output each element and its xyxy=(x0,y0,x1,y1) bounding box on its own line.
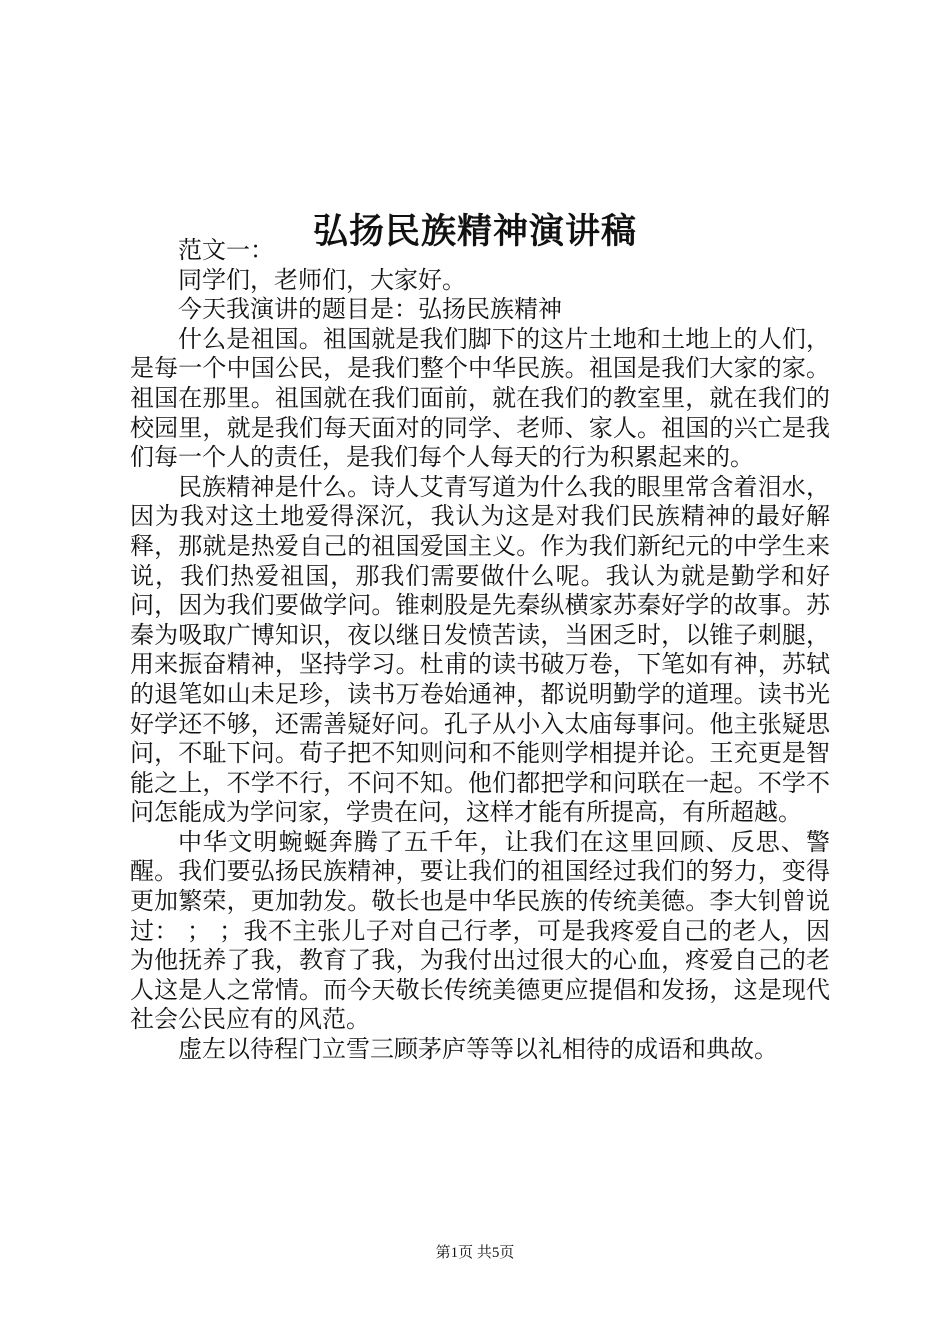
page-number: 第1页 共5页 xyxy=(435,1245,515,1261)
paragraph-heading: 范文一： xyxy=(178,236,274,264)
document-body xyxy=(130,236,830,1065)
paragraph-civilization: 中华文明蜿蜒奔腾了五千年，让我们在这里回顾、反思、警醒。我们要弘扬民族精神，要让我们的祖国经过我们的努力，变得更加繁荣，更加勃发。敬长也是中华民族的传统美德。李大钊曾说过： ； ；我不主张儿子对自己行孝，可是我疼爱自己的老人，因为他抚养了我，教育了我，为我付出过很大的心血，疼爱自己的老人这是人之常情。而今天敬长传统美德更应提倡和发扬，这是现代社会公民应有的风范。 xyxy=(130,827,830,1034)
paragraph-idioms: 虚左以待程门立雪三顾茅庐等等以礼相待的成语和典故。 xyxy=(178,1035,778,1064)
page-title: 弘扬民族精神演讲稿 xyxy=(312,211,637,253)
paragraph-national-spirit: 民族精神是什么。诗人艾青写道为什么我的眼里常含着泪水，因为我对这土地爱得深沉，我认为这是对我们民族精神的最好解释，那就是热爱自己的祖国爱国主义。作为我们新纪元的中学生来说，我们热爱祖国，那我们需要做什么呢。我认为就是勤学和好问，因为我们要做学问。锥刺股是先秦纵横家苏秦好学的故事。苏秦为吸取广博知识，夜以继日发愤苦读，当困乏时，以锥子刺腿，用来振奋精神，坚持学习。杜甫的读书破万卷，下笔如有神，苏轼的退笔如山未足珍，读书万卷始通神，都说明勤学的道理。读书光好学还不够，还需善疑好问。孔子从小入太庙每事问。他主张疑思问，不耻下问。荀子把不知则问和不能则学相提并论。王充更是智能之上，不学不行，不问不知。他们都把学和问联在一起。不学不问怎能成为学问家，学贵在问，这样才能有所提高，有所超越。 xyxy=(130,472,830,827)
paragraph-topic: 今天我演讲的题目是：弘扬民族精神 xyxy=(178,295,562,324)
paragraph-motherland: 什么是祖国。祖国就是我们脚下的这片土地和土地上的人们，是每一个中国公民，是我们整个中华民族。祖国是我们大家的家。祖国在那里。祖国就在我们面前，就在我们的教室里，就在我们的校园里，就是我们每天面对的同学、老师、家人。祖国的兴亡是我们每一个人的责任，是我们每个人每天的行为积累起来的。 xyxy=(130,324,830,472)
paragraph-greeting: 同学们，老师们，大家好。 xyxy=(178,265,466,294)
